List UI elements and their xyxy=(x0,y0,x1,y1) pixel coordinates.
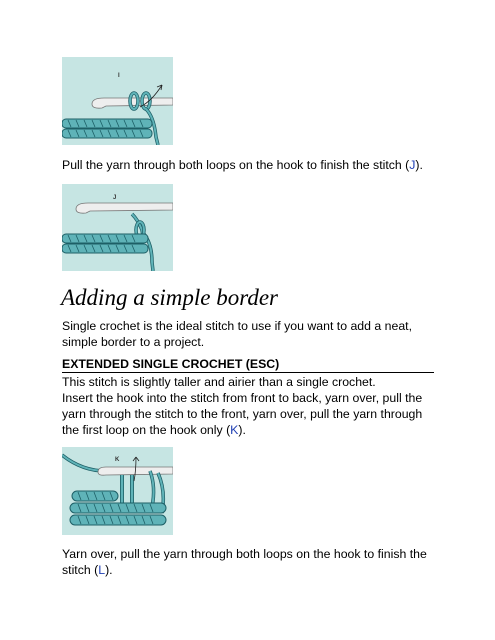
section-heading: Adding a simple border xyxy=(61,285,278,310)
esc-instruction-text: Insert the hook into the stitch from front to back, yarn over, pull the yarn through the stitch to the front, yarn over, pull the yarn through the first loop on the hook only ( xyxy=(62,391,423,437)
stitch-rows xyxy=(62,119,152,138)
caption-l-text: Yarn over, pull the yarn through both loops on the hook to finish the stitch ( xyxy=(62,547,427,577)
subsection-heading: EXTENDED SINGLE CROCHET (ESC) xyxy=(62,357,434,373)
caption-l xyxy=(62,546,434,578)
esc-description: This stitch is slightly taller and airier than a single crochet. xyxy=(62,375,376,389)
intro-paragraph: Single crochet is the ideal stitch to use if you want to add a neat, simple border to a project. xyxy=(62,319,412,349)
stitch-rows xyxy=(62,234,148,253)
caption-j-end: ). xyxy=(415,158,423,172)
figure-label-i: I xyxy=(118,73,120,79)
crochet-hook-icon xyxy=(76,203,173,213)
esc-instruction-end: ). xyxy=(238,423,246,437)
stitch-rows xyxy=(70,491,166,525)
figure-label-j: J xyxy=(113,195,117,201)
esc-instruction xyxy=(62,390,434,438)
reference-j: J xyxy=(409,158,416,172)
caption-j-text: Pull the yarn through both loops on the hook to finish the stitch ( xyxy=(62,158,410,172)
reference-k: K xyxy=(230,423,239,437)
caption-l-end: ). xyxy=(105,563,113,577)
reference-l: L xyxy=(98,563,106,577)
caption-j xyxy=(62,157,434,173)
illustration-k xyxy=(62,447,173,535)
illustration-j xyxy=(62,184,173,271)
illustration-i xyxy=(62,57,173,145)
figure-label-k: K xyxy=(115,457,120,463)
